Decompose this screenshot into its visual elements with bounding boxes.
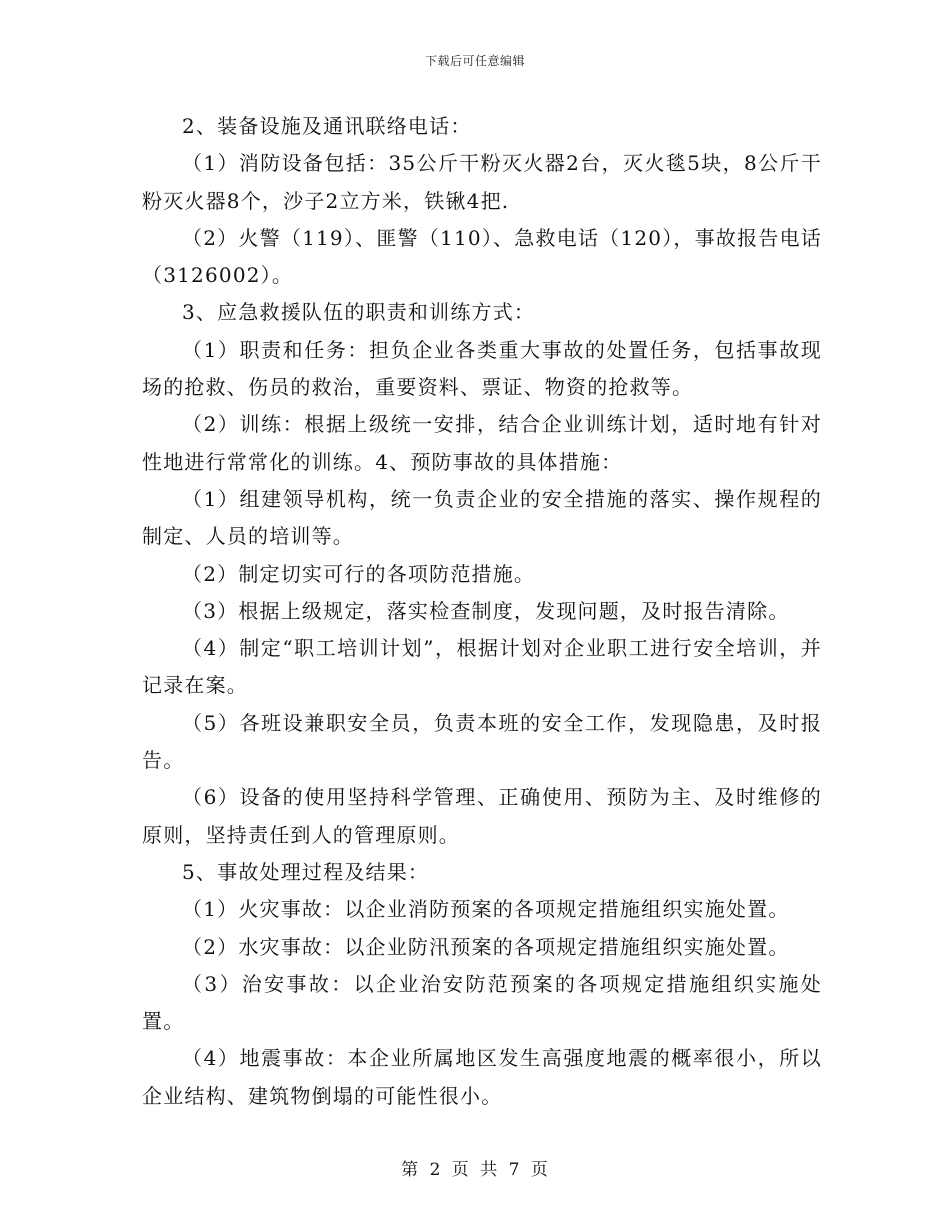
paragraph: （1）火灾事故：以企业消防预案的各项规定措施组织实施处置。 xyxy=(182,897,790,922)
paragraph: （4）地震事故：本企业所属地区发生高强度地震的概率很小，所以企业结构、建筑物倒塌的可能性很小。 xyxy=(142,1046,822,1108)
paragraph: 5、事故处理过程及结果： xyxy=(182,859,430,884)
paragraph: （1）职责和任务：担负企业各类重大事故的处置任务，包括事故现场的抢救、伤员的救治，重要资料、票证、物资的抢救等。 xyxy=(142,337,822,400)
paragraph: （1）消防设备包括：35公斤干粉灭火器2台，灭火毯5块，8公斤干粉灭火器8个，沙子2立方米，铁锹4把. xyxy=(142,151,822,213)
paragraph: 2、装备设施及通讯联络电话： xyxy=(182,114,472,138)
page-header: 下载后可任意编辑 xyxy=(424,54,525,68)
page-number-footer: 第 2 页 共 7 页 xyxy=(401,1160,549,1180)
paragraph: （4）制定“职工培训计划”，根据计划对企业职工进行安全培训，并记录在案。 xyxy=(142,636,822,698)
paragraph: （2）火警（119）、匪警（110）、急救电话（120），事故报告电话（3126002）。 xyxy=(142,225,822,288)
paragraph: （6）设备的使用坚持科学管理、正确使用、预防为主、及时维修的原则，坚持责任到人的管理原则。 xyxy=(142,785,822,847)
paragraph: （2）训练：根据上级统一安排，结合企业训练计划，适时地有针对性地进行常常化的训练。4、预防事故的具体措施： xyxy=(142,412,822,474)
paragraph: （2）水灾事故：以企业防汛预案的各项规定措施组织实施处置。 xyxy=(182,934,790,959)
document-body xyxy=(142,108,822,1115)
paragraph: （5）各班设兼职安全员，负责本班的安全工作，发现隐患，及时报告。 xyxy=(142,710,822,773)
paragraph: （3）根据上级规定，落实检查制度，发现问题，及时报告清除。 xyxy=(182,598,790,623)
paragraph: （3）治安事故：以企业治安防范预案的各项规定措施组织实施处置。 xyxy=(142,971,822,1034)
paragraph: 3、应急救援队伍的职责和训练方式： xyxy=(182,300,536,325)
paragraph: （1）组建领导机构，统一负责企业的安全措施的落实、操作规程的制定、人员的培训等。 xyxy=(142,486,822,549)
paragraph: （2）制定切实可行的各项防范措施。 xyxy=(182,561,536,586)
